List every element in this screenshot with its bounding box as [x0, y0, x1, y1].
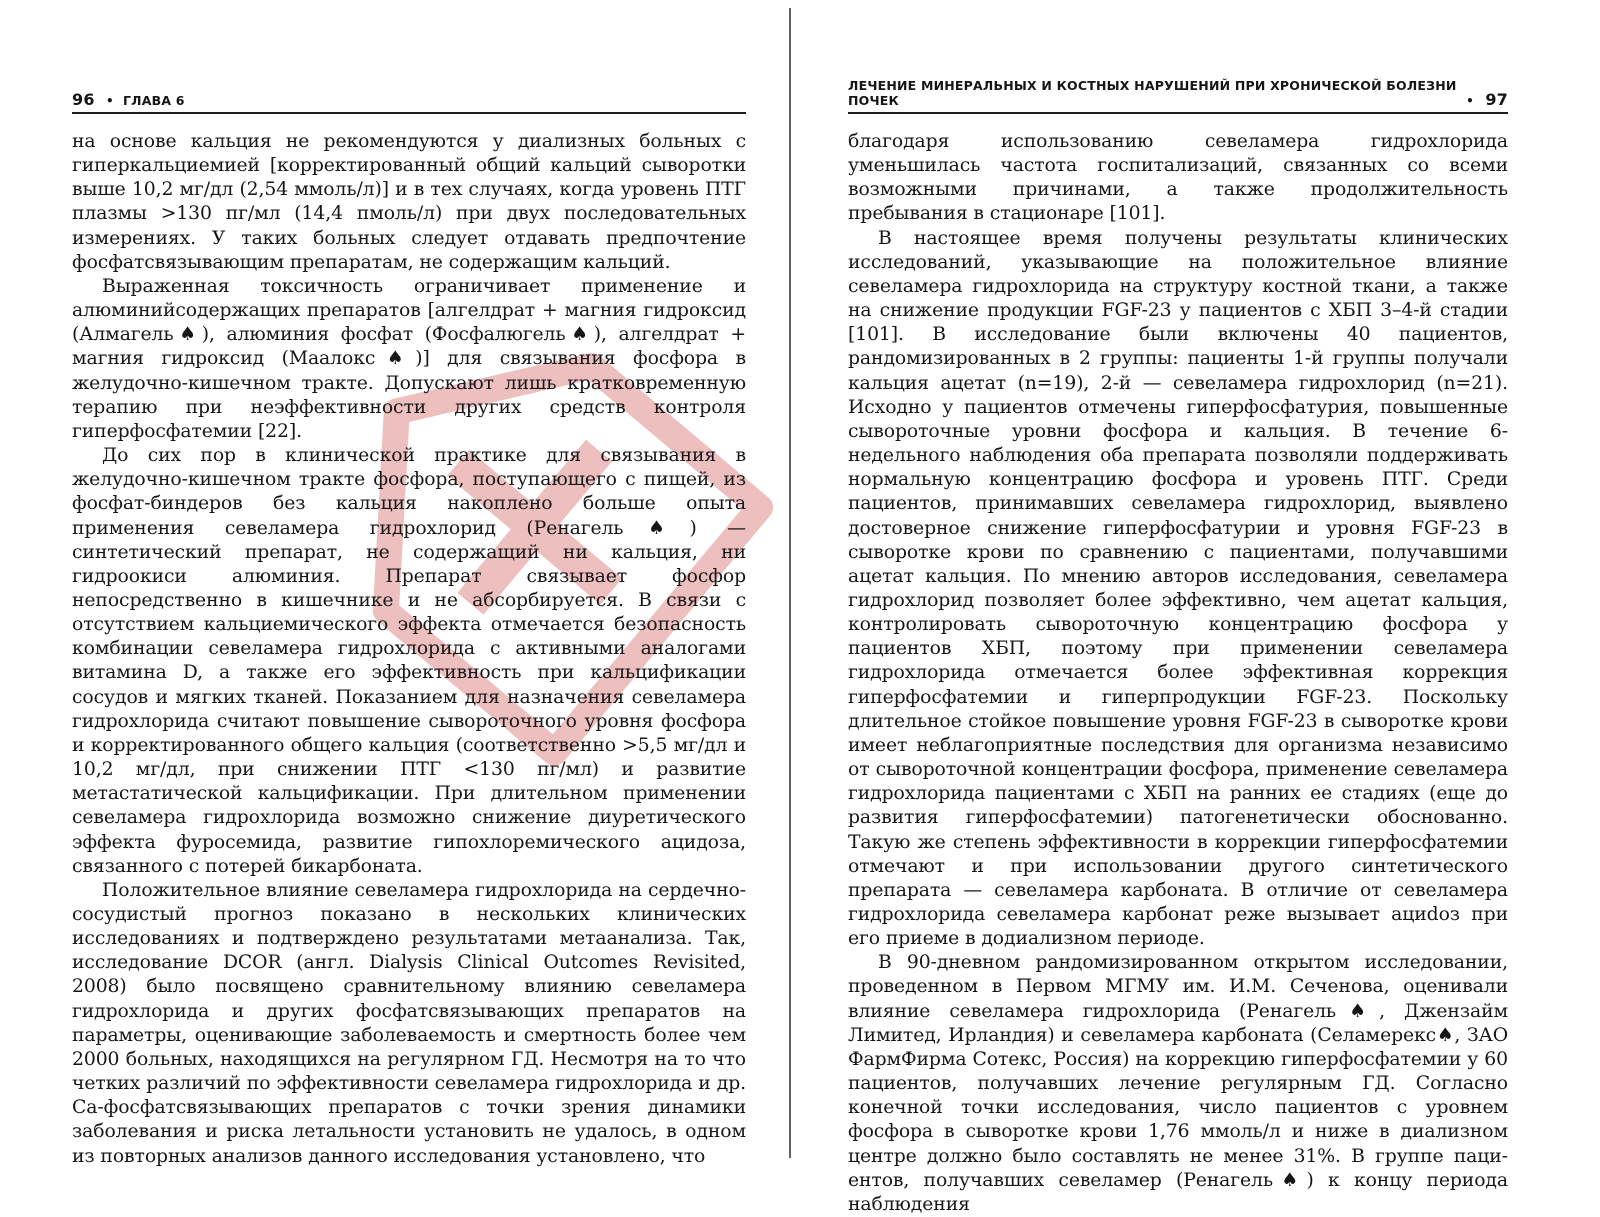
- page-number: 96: [72, 90, 95, 109]
- left-page: [72, 88, 746, 1169]
- paragraph: В настоящее время получены результаты клинических исследований, указывающие на положительное влияние севеламера гидрохлорида на структуру костной ткани, а также на снижение продукции FGF-23 у пациентов с ХБП 3–4-й стадии [101]. В исследование были включены 40 пациентов, рандомизированных в 2 группы: пациенты 1-й группы получали кальция ацетат (n=19), 2-й — севеламера гидрохлорид (n=21). Исходно у пациентов отмечены гиперфосфатурия, повышенные сывороточные уровни фосфора и кальция. В течение 6-недельного наблюдения оба препарата позволяли поддерживать нормальную концентрацию фосфора и уровень ПТГ. Среди пациентов, принимавших севеламера гидрохлорид, выявлено достоверное снижение гиперфосфатурии и уровня FGF-23 в сыворотке крови по сравнению с пациентами, получавшими ацетат кальция. По мнению авторов исследования, севеламера гидрохлорид позволяет более эффективно, чем ацетат кальция, контролировать сывороточную концентрацию фосфора у пациентов ХБП, поэтому при применении севеламера гидрохлорида отмечается более эффективная коррекция гиперфосфатемии и гиперпродукции FGF-23. Поскольку длительное стойкое повышение уровня FGF-23 в сыворотке крови имеет неблагоприятные последствия для организма независимо от сывороточной концентрации фосфора, применение севеламера гидрохлорида пациентами с ХБП на ранних ее стадиях (еще до развития гиперфосфатемии) патогенетически обоснованно. Такую же степень эффективности в коррекции гиперфосфатемии отмечают и при использовании другого синтетического препарата — севеламера карбоната. В отличие от севеламера гидрохлорида севеламера карбонат реже вызывает ациdоз при его приеме в додиализном периоде.: [848, 227, 1508, 950]
- running-header: [72, 88, 746, 114]
- paragraph: Положительное влияние севеламера гидрохлорида на сердечно-сосудистый прогноз показано в нескольких клинических исследованиях и подтверждено результатами метаанализа. Так, исследование DCOR (англ. Dialysis Clinical Outcomes Revisited, 2008) было посвящено сравнительному влиянию севеламера гидрохлорида и других фосфатсвязывающих препаратов на параметры, оценивающие заболеваемость и смертность более чем 2000 больных, находящихся на регулярном ГД. Несмотря на то что четких различий по эффективности севеламера гидрохлорида и др. Са-фосфатсвязывающих препаратов с точки зрения динамики заболевания и риска летальности установить не удалось, в одном из повторных анализов данного исследования установлено, что: [72, 879, 746, 1167]
- page-number: 97: [1485, 90, 1508, 109]
- header-bullet: •: [1466, 94, 1474, 108]
- running-header: [848, 78, 1508, 114]
- book-spine: [789, 8, 791, 1158]
- paragraph: В 90-дневном рандомизированном открытом исследовании, проведенном в Первом МГМУ им. И.М. Сеченова, оценивали влияние севеламера гидрохлорида (Ренагель♠, Джензайм Лимитед, Ирландия) и севеламера карбоната (Селамерекс♠, ЗАО ФармФирма Сотекс, Россия) на коррекцию гиперфосфатемии у 60 пациентов, получавших лечение регулярным ГД. Согласно конечной точки исследования, число пациентов с уровнем фосфора в сыворотке крови 1,76 ммоль/л и ниже в диализном центре должно было составлять не менее 31%. В группе пациентов, получавших севеламер (Ренагель♠) к концу периода наблюдения: [848, 952, 1508, 1215]
- paragraph: До сих пор в клинической практике для связывания в желудочно-кишечном тракте фосфора, поступающего с пищей, из фосфат-биндеров без кальция накоплено больше опыта применения севеламера гидрохлорид (Ренагель♠) — синтетический препарат, не содержащий ни кальция, ни гидроокиси алюминия. Препарат связывает фосфор непосредственно в кишечнике и не абсорбируется. В связи с отсутствием кальциемического эффекта отмечается безопасность комбинации севеламера гидрохлорида с активными аналогами витамина D, а также его эффективность при кальцификации сосудов и мягких тканей. Показанием для назначения севеламера гидрохлорида считают повышение сывороточного уровня фосфора и корректированного общего кальция (соответственно >5,5 мг/дл и 10,2 мг/дл, при снижении ПТГ <130 пг/мл) и развитие метастатической кальцификации. При длительном применении севеламера гидрохлорида возможно снижение диуретического эффекта фуросемида, развитие гипохлоремического ацидоза, связанного с потерей бикарбоната.: [72, 445, 746, 877]
- header-bullet: •: [106, 94, 114, 108]
- page-body: [848, 130, 1508, 1217]
- page-body: [72, 130, 746, 1169]
- chapter-title: ЛЕЧЕНИЕ МИНЕРАЛЬНЫХ И КОСТНЫХ НАРУШЕНИЙ ПРИ ХРОНИЧЕСКОЙ БОЛЕЗНИ ПОЧЕК: [848, 78, 1457, 108]
- paragraph: Выраженная токсичность ограничивает применение и алюминийсодержащих препаратов [алгелдрат + магния гидроксид (Алмагель♠), алюминия фосфат (Фосфалюгель♠), алгелдрат + магния гидроксид (Маалокс♠)] для связывания фосфора в желудочно-кишечном тракте. Допускают лишь кратковременную терапию при неэффективности других средств контроля гиперфосфатемии [22].: [72, 275, 746, 442]
- right-page: [848, 78, 1508, 1217]
- paragraph: на основе кальция не рекомендуются у диализных больных с гиперкальциемией [корректированный общий кальций сыворотки выше 10,2 мг/дл (2,54 ммоль/л)] и в тех случаях, когда уровень ПТГ плазмы >130 пг/мл (14,4 пмоль/л) при двух последовательных измерениях. У таких больных следует отдавать предпочтение фосфатсвязывающим препаратам, не содержащим кальций.: [72, 131, 746, 273]
- chapter-title: ГЛАВА 6: [123, 93, 185, 108]
- paragraph: благодаря использованию севеламера гидрохлорида уменьшилась частота госпитализаций, связанных со всеми возможными причинами, а также продолжительность пребывания в стационаре [101].: [848, 131, 1508, 225]
